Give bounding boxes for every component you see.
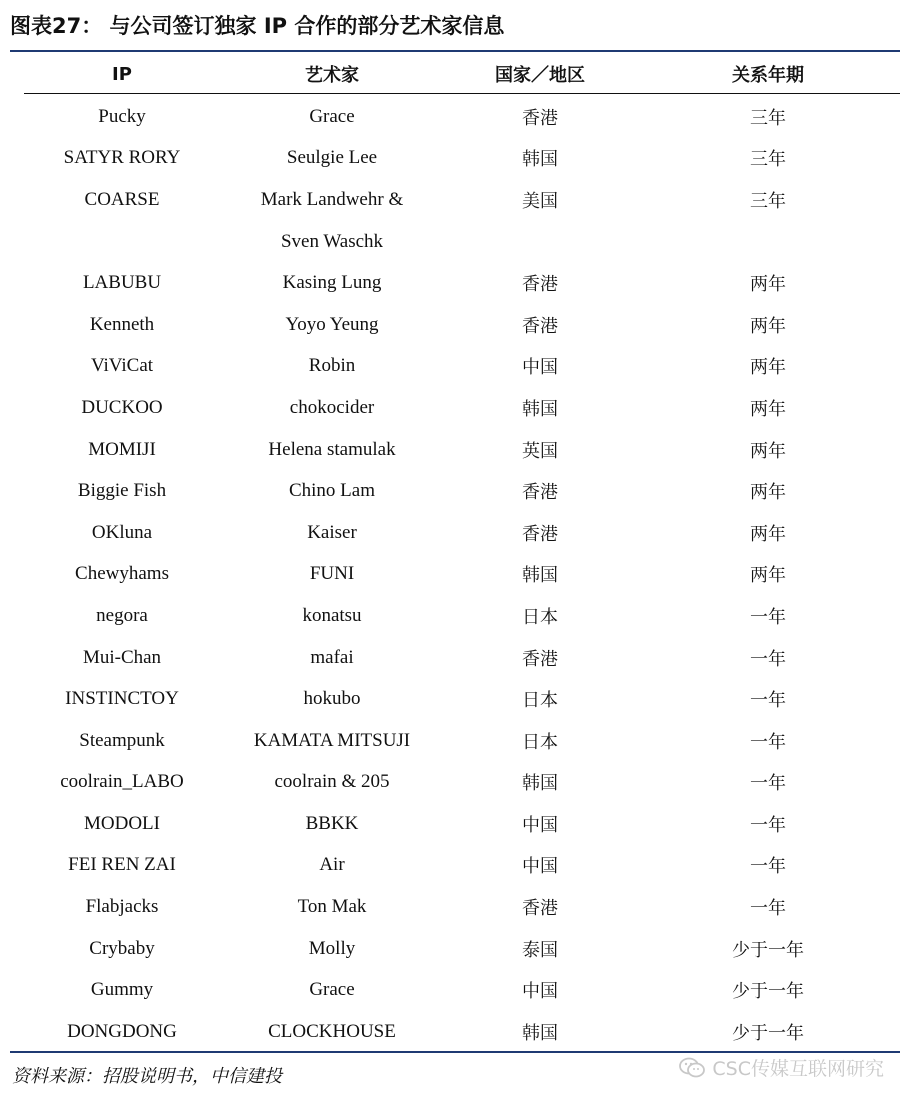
cell-region: 韩国 <box>522 565 558 587</box>
cell-region: 香港 <box>522 898 558 920</box>
cell-artist: Robin <box>308 355 356 377</box>
cell-artist: Sven Waschk <box>280 230 384 252</box>
bottom-rule <box>10 1051 900 1053</box>
cell-region: 香港 <box>522 648 558 670</box>
cell-term: 少于一年 <box>732 1022 804 1044</box>
table-row <box>24 304 900 346</box>
cell-region: 中国 <box>522 357 558 379</box>
table-row <box>24 928 900 970</box>
cell-ip: negora <box>96 604 148 626</box>
cell-region: 香港 <box>522 274 558 296</box>
cell-artist: Kaiser <box>307 521 357 543</box>
cell-term: 三年 <box>750 107 786 129</box>
table-row <box>24 720 900 762</box>
table-row <box>24 512 900 554</box>
cell-artist: Mark Landwehr & <box>260 188 404 210</box>
cell-term: 一年 <box>750 856 786 878</box>
cell-artist: Kasing Lung <box>282 272 382 294</box>
cell-artist: Molly <box>308 937 356 959</box>
table-row <box>24 845 900 887</box>
figure-title: 图表27： 与公司签订独家 IP 合作的部分艺术家信息 <box>10 14 505 38</box>
table-row <box>24 470 900 512</box>
cell-artist: Yoyo Yeung <box>285 313 379 335</box>
table-row <box>24 96 900 138</box>
cell-ip: MODOLI <box>84 812 160 834</box>
cell-term: 三年 <box>750 149 786 171</box>
cell-artist: hokubo <box>303 688 361 710</box>
cell-ip: DUCKOO <box>81 396 163 418</box>
cell-region: 中国 <box>522 814 558 836</box>
cell-region: 香港 <box>522 523 558 545</box>
cell-artist: CLOCKHOUSE <box>268 1020 396 1042</box>
cell-region: 香港 <box>522 315 558 337</box>
cell-term: 两年 <box>750 274 786 296</box>
cell-artist: Chino Lam <box>288 480 376 502</box>
header-region: 国家／地区 <box>495 65 585 86</box>
cell-term: 一年 <box>750 606 786 628</box>
watermark <box>678 1054 884 1081</box>
cell-ip: Steampunk <box>79 729 165 751</box>
cell-ip: INSTINCTOY <box>65 688 179 710</box>
cell-term: 少于一年 <box>732 981 804 1003</box>
cell-term: 两年 <box>750 523 786 545</box>
cell-ip: OKluna <box>91 521 153 543</box>
cell-term: 两年 <box>750 482 786 504</box>
cell-artist: Grace <box>309 105 355 127</box>
table-body <box>24 96 900 1053</box>
cell-artist: FUNI <box>309 563 355 585</box>
watermark-text: CSC传媒互联网研究 <box>712 1058 884 1080</box>
table-row <box>24 637 900 679</box>
cell-ip: Crybaby <box>89 937 155 959</box>
cell-ip: Gummy <box>90 979 154 1001</box>
header-artist: 艺术家 <box>305 65 359 86</box>
table-row <box>24 762 900 804</box>
cell-region: 中国 <box>522 856 558 878</box>
header-ip: IP <box>112 63 132 85</box>
cell-region: 日本 <box>522 606 558 628</box>
cell-region: 韩国 <box>522 398 558 420</box>
table-header-row <box>24 55 900 94</box>
cell-region: 中国 <box>522 981 558 1003</box>
table-row <box>24 387 900 429</box>
cell-term: 两年 <box>750 357 786 379</box>
wechat-icon <box>678 1056 706 1080</box>
table-row <box>24 346 900 388</box>
cell-ip: Flabjacks <box>85 896 159 918</box>
cell-ip: LABUBU <box>82 272 162 294</box>
cell-term: 一年 <box>750 814 786 836</box>
cell-ip: SATYR RORY <box>63 147 181 169</box>
top-rule <box>10 50 900 52</box>
cell-term: 三年 <box>750 190 786 212</box>
cell-artist: chokocider <box>289 396 375 418</box>
cell-term: 一年 <box>750 731 786 753</box>
cell-ip: Chewyhams <box>75 563 169 585</box>
cell-region: 韩国 <box>522 1022 558 1044</box>
cell-ip: Pucky <box>98 105 146 127</box>
artist-table <box>24 55 900 1053</box>
cell-artist: Helena stamulak <box>268 438 396 460</box>
table-row <box>24 803 900 845</box>
cell-ip: Mui-Chan <box>82 646 162 668</box>
cell-region: 韩国 <box>522 149 558 171</box>
table-row <box>24 221 900 263</box>
cell-region: 泰国 <box>522 939 558 961</box>
table-row <box>24 969 900 1011</box>
cell-term: 少于一年 <box>732 939 804 961</box>
cell-artist: Grace <box>309 979 355 1001</box>
header-term: 关系年期 <box>732 65 804 86</box>
cell-artist: coolrain & 205 <box>274 771 390 793</box>
table-row <box>24 678 900 720</box>
cell-term: 两年 <box>750 440 786 462</box>
cell-artist: Seulgie Lee <box>286 147 378 169</box>
cell-term: 两年 <box>750 315 786 337</box>
table-row <box>24 138 900 180</box>
cell-term: 两年 <box>750 565 786 587</box>
source-note: 资料来源：招股说明书，中信建投 <box>12 1066 282 1087</box>
cell-term: 一年 <box>750 773 786 795</box>
table-row <box>24 1011 900 1053</box>
table-row <box>24 886 900 928</box>
table-row <box>24 595 900 637</box>
cell-region: 香港 <box>522 107 558 129</box>
table-row <box>24 554 900 596</box>
cell-region: 香港 <box>522 482 558 504</box>
cell-region: 英国 <box>522 440 558 462</box>
cell-artist: mafai <box>310 646 354 668</box>
cell-ip: Kenneth <box>89 313 155 335</box>
cell-artist: konatsu <box>302 604 362 626</box>
cell-region: 日本 <box>522 690 558 712</box>
cell-term: 一年 <box>750 648 786 670</box>
cell-term: 一年 <box>750 898 786 920</box>
cell-ip: COARSE <box>84 188 160 210</box>
table-row <box>24 262 900 304</box>
cell-ip: MOMIJI <box>88 438 156 460</box>
cell-ip: ViViCat <box>90 355 154 377</box>
cell-artist: Air <box>319 854 345 876</box>
cell-region: 美国 <box>522 190 558 212</box>
cell-ip: Biggie Fish <box>77 480 167 502</box>
cell-term: 一年 <box>750 690 786 712</box>
cell-region: 韩国 <box>522 773 558 795</box>
cell-ip: FEI REN ZAI <box>68 854 176 876</box>
cell-term: 两年 <box>750 398 786 420</box>
table-row <box>24 429 900 471</box>
cell-ip: DONGDONG <box>67 1020 177 1042</box>
cell-artist: Ton Mak <box>297 896 367 918</box>
table-row <box>24 179 900 221</box>
cell-ip: coolrain_LABO <box>60 771 184 793</box>
cell-artist: KAMATA MITSUJI <box>253 729 411 751</box>
cell-region: 日本 <box>522 731 558 753</box>
cell-artist: BBKK <box>305 812 359 834</box>
